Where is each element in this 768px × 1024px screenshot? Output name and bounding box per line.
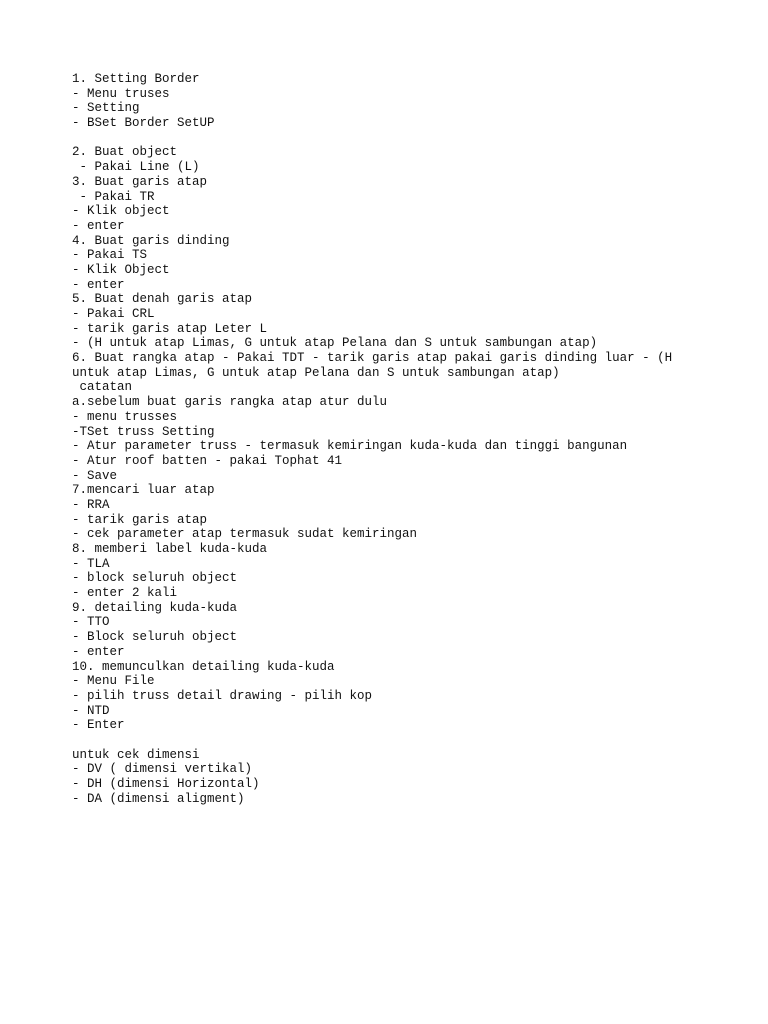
text-line: - DV ( dimensi vertikal)	[72, 762, 253, 777]
document-body	[72, 72, 712, 806]
text-line: 7.mencari luar atap	[72, 483, 215, 498]
text-line: - tarik garis atap Leter L	[72, 321, 268, 336]
text-line: - Setting	[72, 101, 140, 116]
text-line: 2. Buat object	[72, 145, 178, 160]
text-line: - BSet Border SetUP	[72, 116, 215, 131]
text-line: - Pakai Line (L)	[72, 160, 200, 175]
text-line: 10. memunculkan detailing kuda-kuda	[72, 659, 335, 674]
text-line: - Save	[72, 468, 118, 483]
text-line: - enter	[72, 218, 125, 233]
text-line: - Pakai TR	[72, 189, 155, 204]
text-line: - block seluruh object	[72, 571, 238, 586]
text-line: - TLA	[72, 556, 110, 571]
text-line: - Menu File	[72, 674, 155, 689]
text-line: 3. Buat garis atap	[72, 174, 208, 189]
text-line: untuk cek dimensi	[72, 747, 200, 762]
text-line: - Atur roof batten - pakai Tophat 41	[72, 453, 343, 468]
text-line: 4. Buat garis dinding	[72, 233, 230, 248]
text-line: - Menu truses	[72, 86, 170, 101]
text-line: - tarik garis atap	[72, 512, 208, 527]
text-line: a.sebelum buat garis rangka atap atur dulu	[72, 395, 388, 410]
text-line: - cek parameter atap termasuk sudat kemiringan	[72, 527, 418, 542]
text-line: untuk atap Limas, G untuk atap Pelana dan S untuk sambungan atap)	[72, 365, 560, 380]
text-line: 9. detailing kuda-kuda	[72, 600, 238, 615]
text-line: - TTO	[72, 615, 110, 630]
text-line: - DH (dimensi Horizontal)	[72, 777, 260, 791]
text-line: - RRA	[72, 497, 110, 512]
text-line: - enter	[72, 644, 125, 659]
text-line: - Pakai TS	[72, 248, 148, 263]
blank-line	[72, 131, 712, 146]
text-line: - Atur parameter truss - termasuk kemiringan kuda-kuda dan tinggi bangunan	[72, 439, 628, 454]
text-line: - menu trusses	[72, 409, 178, 424]
text-line: - Enter	[72, 718, 125, 733]
text-line: - Klik Object	[72, 262, 170, 277]
text-line: 5. Buat denah garis atap	[72, 292, 253, 307]
text-line: - pilih truss detail drawing - pilih kop	[72, 688, 373, 703]
text-line: -TSet truss Setting	[72, 424, 215, 439]
text-line: - enter	[72, 277, 125, 292]
text-line: - DA (dimensi aligment)	[72, 791, 245, 806]
text-line: 1. Setting Border	[72, 72, 200, 86]
blank-line	[72, 733, 712, 748]
text-line: - (H untuk atap Limas, G untuk atap Pelana dan S untuk sambungan atap)	[72, 336, 598, 351]
text-line: - enter 2 kali	[72, 586, 178, 601]
text-line: - Pakai CRL	[72, 307, 155, 321]
text-line: catatan	[72, 380, 133, 395]
text-line: - NTD	[72, 703, 110, 718]
text-line: - Block seluruh object	[72, 630, 238, 645]
text-line: 8. memberi label kuda-kuda	[72, 542, 268, 556]
text-line: - Klik object	[72, 204, 170, 219]
text-line: 6. Buat rangka atap - Pakai TDT - tarik garis atap pakai garis dinding luar - (H	[72, 351, 673, 366]
